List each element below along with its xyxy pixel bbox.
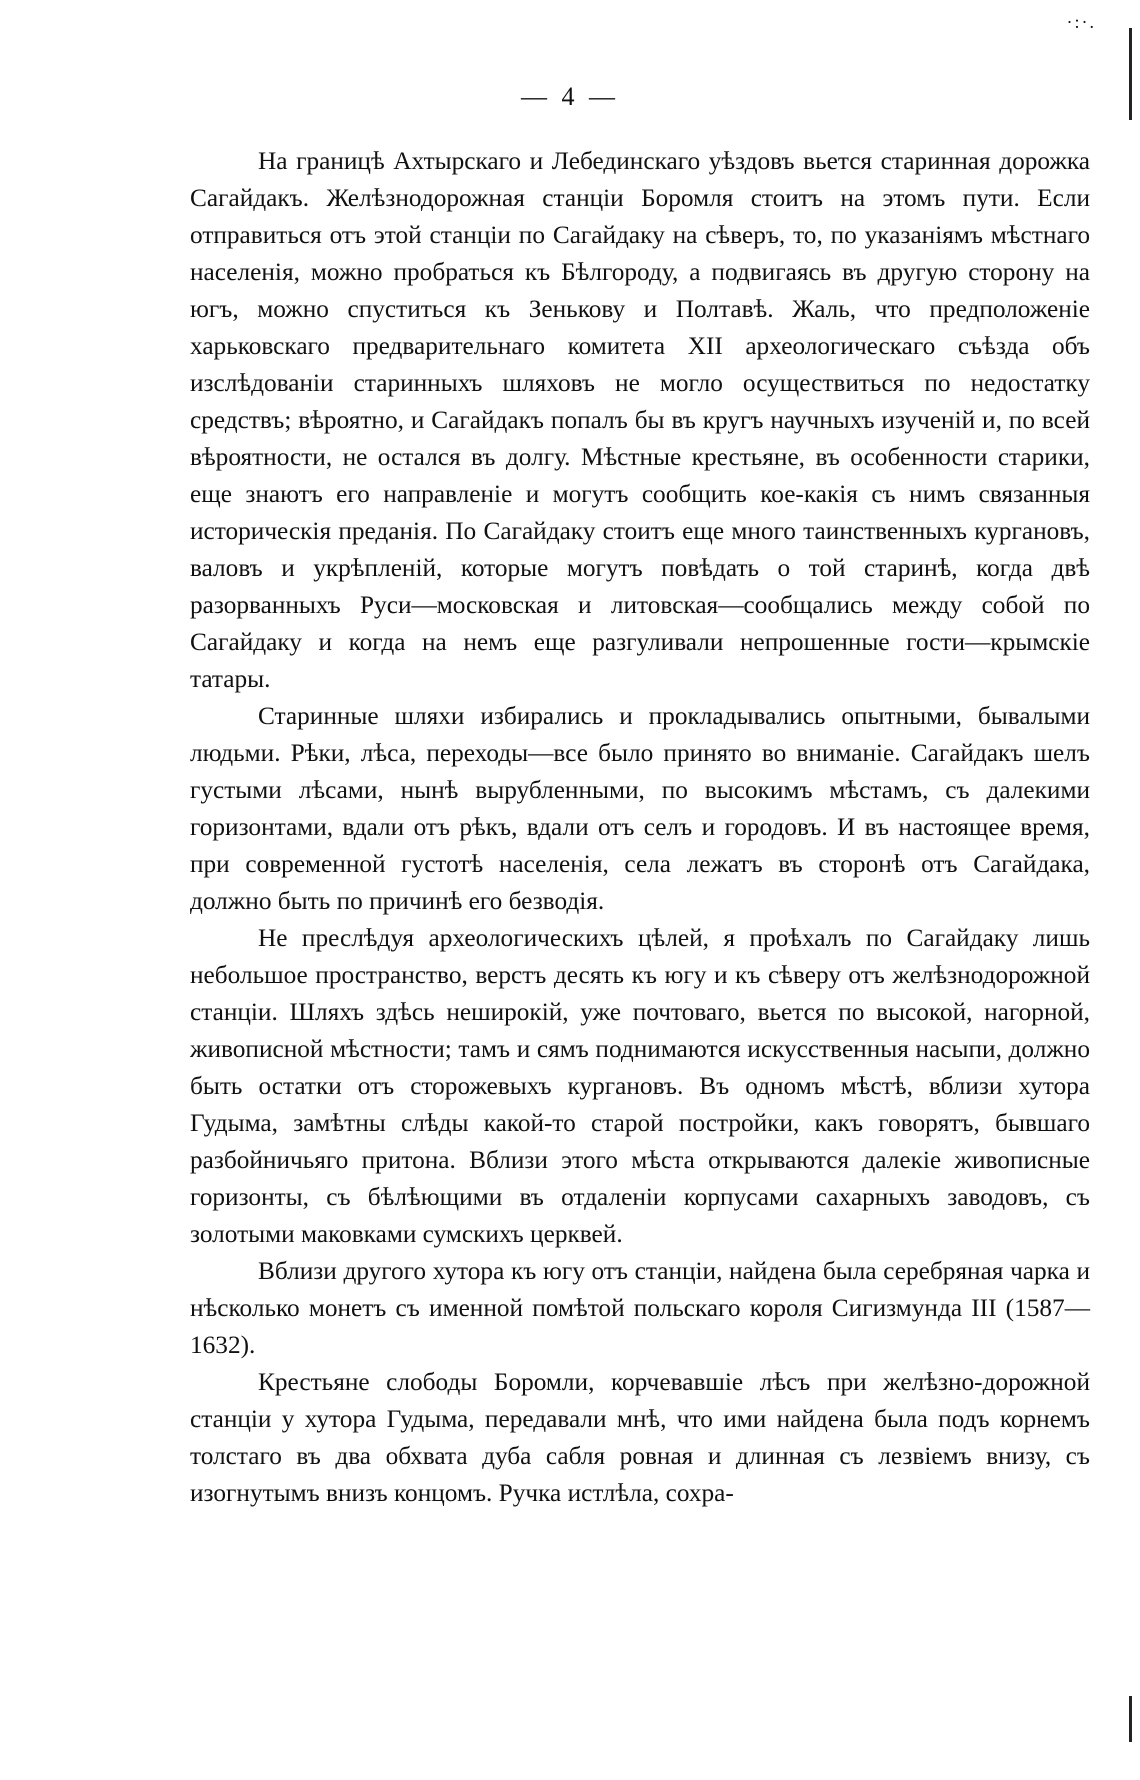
paragraph: Не преслѣдуя археологическихъ цѣлей, я проѣхалъ по Сагайдаку лишь небольшое пространство, верстъ десять къ югу и къ сѣверу отъ желѣзнодорожной станціи. Шляхъ здѣсь неширокій, уже почтоваго, вьется по высокой, нагорной, живописной мѣстности; тамъ и сямъ поднимаются искусственныя насыпи, должно быть остатки отъ сторожевыхъ кургановъ. Въ одномъ мѣстѣ, вблизи хутора Гудыма, замѣтны слѣды какой-то старой постройки, какъ говорятъ, бывшаго разбойничьяго притона. Вблизи этого мѣста открываются далекіе живописные горизонты, съ бѣлѣющими въ отдаленіи корпусами сахарныхъ заводовъ, съ золотыми маковками сумскихъ церквей. xyxy=(190,924,1090,1248)
paragraph: На границѣ Ахтырскаго и Лебединскаго уѣздовъ вьется старинная дорожка Сагайдакъ. Желѣзнодорожная станціи Боромля стоитъ на этомъ пути. Если отправиться отъ этой станціи по Сагайдаку на сѣверъ, то, по указаніямъ мѣстнаго населенія, можно пробраться къ Бѣлгороду, а подвигаясь въ другую сторону на югъ, можно спуститься къ Зенькову и Полтавѣ. Жаль, что предположеніе харьковскаго предварительнаго комитета XII археологическаго съѣзда объ изслѣдованіи старинныхъ шляховъ не могло осуществиться по недостатку средствъ; вѣроятно, и Сагайдакъ попалъ бы въ кругъ научныхъ изученій и, по всей вѣроятности, не остался въ долгу. Мѣстные крестьяне, въ особенности старики, еще знаютъ его направленіе и могутъ сообщить кое-какія съ нимъ связанныя историческія преданія. По Сагайдаку стоитъ еще много таинственныхъ кургановъ, валовъ и укрѣпленій, которые могутъ повѣдать о той старинѣ, когда двѣ разорванныхъ Руси—московская и литовская—сообщались между собой по Сагайдаку и когда на немъ еще разгуливали непрошенные гости—крымскіе татары. xyxy=(190,147,1090,693)
paragraph: Старинные шляхи избирались и прокладывались опытными, бывалыми людьми. Рѣки, лѣса, переходы—все было принято во вниманіе. Сагайдакъ шелъ густыми лѣсами, нынѣ вырубленными, по высокимъ мѣстамъ, съ далекими горизонтами, вдали отъ рѣкъ, вдали отъ селъ и городовъ. И въ настоящее время, при современной густотѣ населенія, села лежатъ въ сторонѣ отъ Сагайдака, должно быть по причинѣ его безводія. xyxy=(190,702,1090,915)
paragraph: Крестьяне слободы Боромли, корчевавшіе лѣсъ при желѣзно-дорожной станціи у хутора Гудыма, передавали мнѣ, что ими найдена была подъ корнемъ толстаго въ два обхвата дуба сабля ровная и длинная съ лезвіемъ внизу, съ изогнутымъ внизъ концомъ. Ручка истлѣла, сохра- xyxy=(190,1368,1090,1507)
scan-edge-mark-bottom xyxy=(1129,1696,1132,1742)
text-column xyxy=(190,143,1090,1512)
paragraph: Вблизи другого хутора къ югу отъ станціи, найдена была серебряная чарка и нѣсколько монетъ съ именной помѣтой польскаго короля Сигизмунда III (1587—1632). xyxy=(190,1257,1090,1359)
page-number: — 4 — xyxy=(521,82,619,111)
scan-dots: ·:·. xyxy=(1066,12,1096,32)
